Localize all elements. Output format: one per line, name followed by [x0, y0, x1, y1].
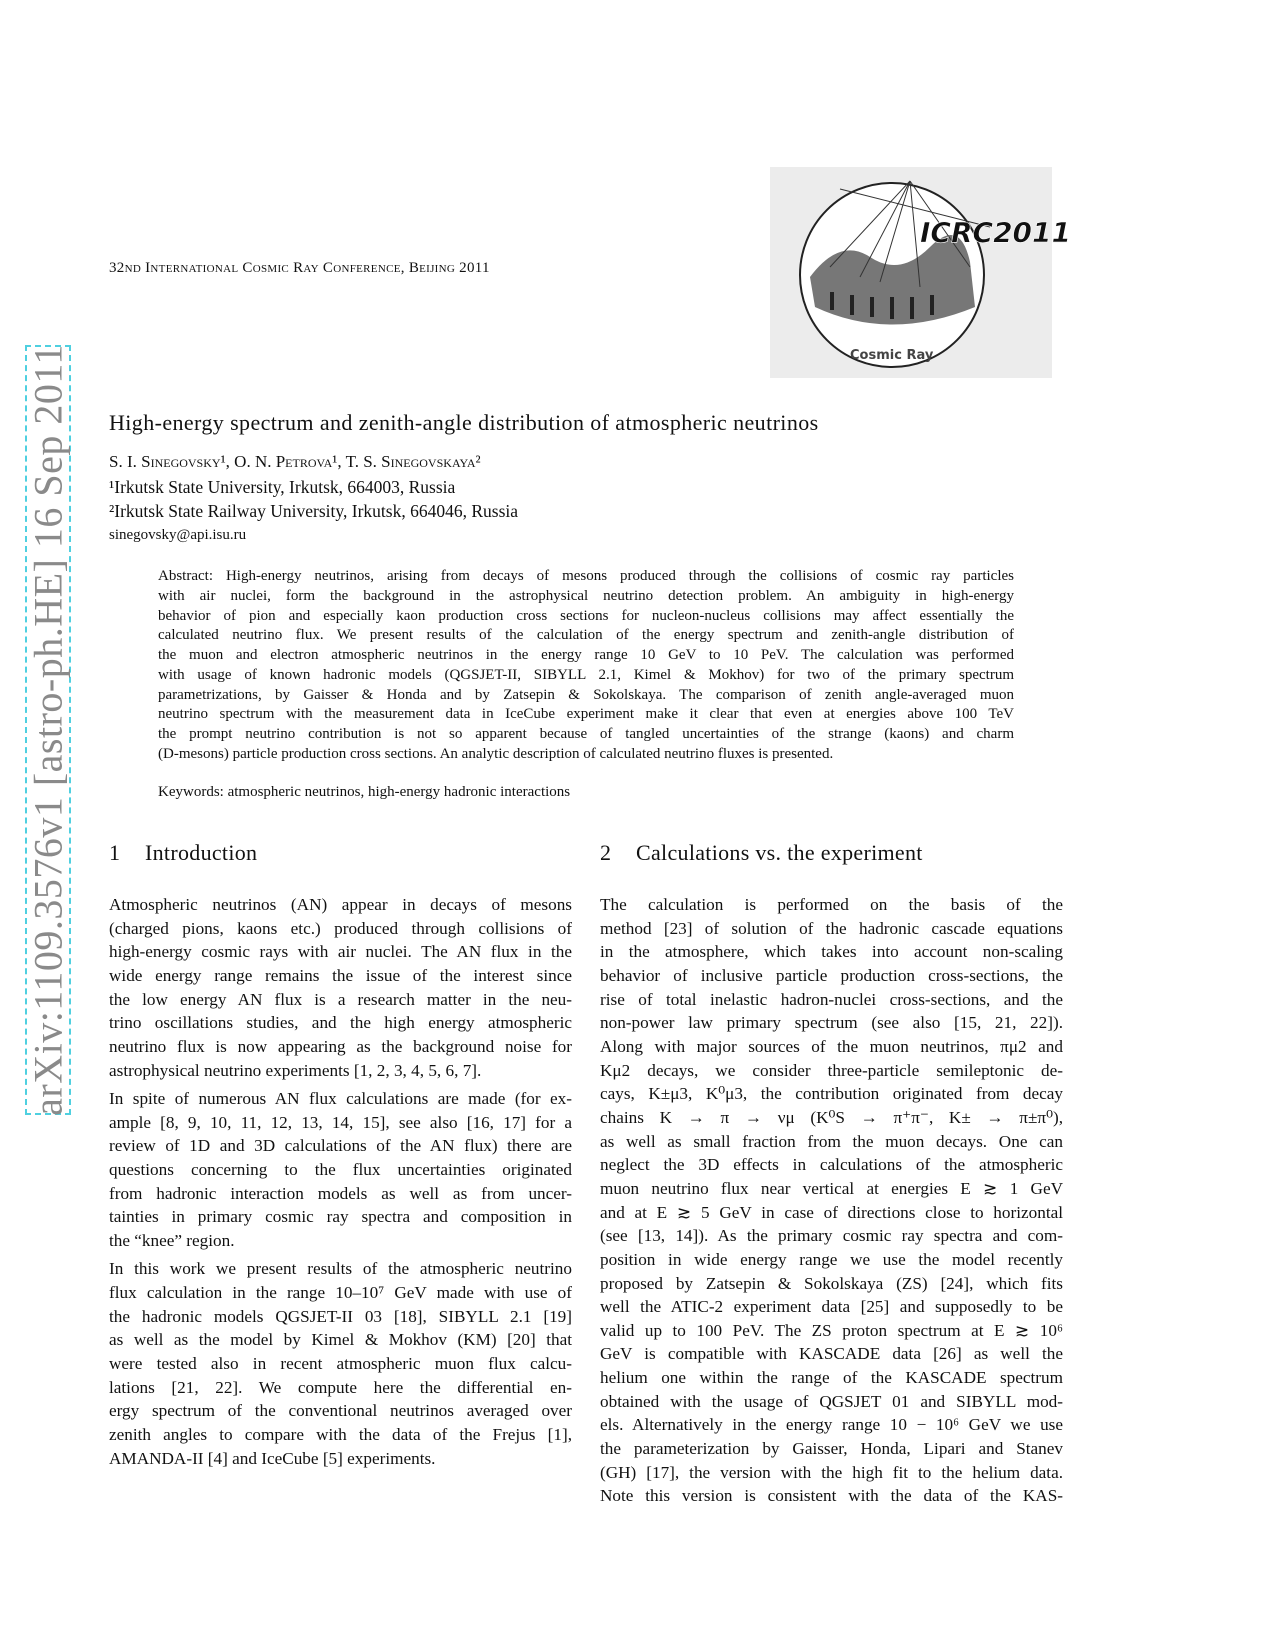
text-line: chains K → π → νμ (K⁰S → π⁺π⁻, K± → π±π⁰),: [600, 1107, 1063, 1127]
text-line: questions concerning to the flux uncertainties originated: [109, 1160, 572, 1180]
text-line: astrophysical neutrino experiments [1, 2, 3, 4, 5, 6, 7].: [109, 1060, 482, 1080]
text-line: with usage of known hadronic models (QGSJET-II, SIBYLL 2.1, Kimel & Mokhov) for two of the primary spectrum: [158, 666, 1014, 683]
authors: S. I. Sinegovsky¹, O. N. Petrova¹, T. S. Sinegovskaya²: [109, 452, 481, 471]
text-line: non-power law primary spectrum (see also [15, 21, 22]).: [600, 1013, 1063, 1033]
text-line: (GH) [17], the version with the high fit to the helium data.: [600, 1462, 1063, 1482]
text-line: helium one within the range of the KASCADE spectrum: [600, 1368, 1063, 1388]
section-title: Calculations vs. the experiment: [636, 840, 923, 865]
text-line: trino oscillations studies, and the high energy atmospheric: [109, 1013, 572, 1033]
section-heading-calculations: [600, 840, 923, 866]
svg-text:Cosmic Ray: Cosmic Ray: [850, 348, 934, 363]
text-line: ergy spectrum of the conventional neutrinos averaged over: [109, 1401, 572, 1421]
text-line: rise of total inelastic hadron-nuclei cross-sections, and the: [600, 989, 1063, 1009]
text-line: flux calculation in the range 10–10⁷ GeV made with use of: [109, 1283, 572, 1303]
text-line: the hadronic models QGSJET-II 03 [18], SIBYLL 2.1 [19]: [109, 1306, 572, 1326]
text-line: Atmospheric neutrinos (AN) appear in decays of mesons: [109, 895, 572, 914]
text-line: the “knee” region.: [109, 1230, 235, 1250]
text-line: proposed by Zatsepin & Sokolskaya (ZS) [24], which fits: [600, 1273, 1063, 1293]
conference-logo: [770, 167, 1072, 378]
text-line: neutrino spectrum with the measurement data in IceCube experiment make it clear that even at energies above 100 TeV: [158, 706, 1014, 723]
text-line: muon neutrino flux near vertical at energies E ≳ 1 GeV: [600, 1178, 1063, 1198]
text-line: Abstract: High-energy neutrinos, arising from decays of mesons produced through the collisions of cosmic ray particles: [158, 568, 1014, 584]
text-line: the muon and electron atmospheric neutrinos in the energy range 10 GeV to 10 PeV. The calculation was performed: [158, 647, 1014, 663]
text-line: the prompt neutrino contribution is not so apparent because of tangled uncertainties of the strange (kaons) and charm: [158, 726, 1014, 742]
text-line: parametrizations, by Gaisser & Honda and by Zatsepin & Sokolskaya. The comparison of zenith angle-averaged muon: [158, 686, 1014, 703]
text-line: Kμ2 decays, we consider three-particle semileptonic de-: [600, 1060, 1063, 1080]
text-line: In this work we present results of the atmospheric neutrino: [109, 1259, 572, 1279]
text-line: els. Alternatively in the energy range 10 − 10⁶ GeV we use: [600, 1415, 1063, 1435]
text-line: in the atmosphere, which takes into account non-scaling: [600, 942, 1063, 962]
arxiv-stamp: [25, 345, 71, 1115]
introduction-body: [109, 893, 572, 1475]
text-line: (D-mesons) particle production cross sections. An analytic description of calculated neutrino fluxes is presented.: [158, 745, 834, 762]
section-title: Introduction: [145, 840, 258, 865]
text-line: position in wide energy range we use the model recently: [600, 1249, 1063, 1269]
arxiv-identifier: arXiv:1109.3576v1 [astro-ph.HE] 16 Sep 2011: [25, 344, 71, 1116]
text-line: behavior of pion and especially kaon production cross sections for nucleon-nucleus collisions may affect essentially the: [158, 607, 1014, 624]
section-heading-introduction: [109, 840, 257, 866]
text-line: valid up to 100 PeV. The ZS proton spectrum at E ≳ 10⁶: [600, 1320, 1063, 1340]
paragraph: [109, 1087, 572, 1253]
text-line: obtained with the usage of QGSJET 01 and SIBYLL mod-: [600, 1391, 1063, 1411]
keywords: Keywords: atmospheric neutrinos, high-energy hadronic interactions: [158, 784, 571, 800]
text-line: review of 1D and 3D calculations of the AN flux) there are: [109, 1136, 572, 1156]
text-line: from hadronic interaction models as well as from uncer-: [109, 1183, 572, 1203]
text-line: neutrino flux is now appearing as the background noise for: [109, 1036, 572, 1056]
affiliation: ¹Irkutsk State University, Irkutsk, 664003, Russia: [109, 477, 456, 497]
text-line: the low energy AN flux is a research matter in the neu-: [109, 989, 572, 1009]
paper-title: High-energy spectrum and zenith-angle distribution of atmospheric neutrinos: [109, 410, 819, 435]
section-number: 1: [109, 840, 121, 865]
text-line: high-energy cosmic rays with air nuclei. The AN flux in the: [109, 942, 572, 962]
text-line: GeV is compatible with KASCADE data [26] as well the: [600, 1344, 1063, 1364]
text-line: and at E ≳ 5 GeV in case of directions close to horizontal: [600, 1202, 1063, 1222]
text-line: calculated neutrino flux. We present results of the calculation of the energy spectrum and zenith-angle distribution of: [158, 627, 1014, 644]
text-line: lations [21, 22]. We compute here the differential en-: [109, 1377, 572, 1397]
text-line: In spite of numerous AN flux calculations are made (for ex-: [109, 1089, 572, 1109]
text-line: zenith angles to compare with the data of the Frejus [1],: [109, 1425, 572, 1445]
text-line: as well as the model by Kimel & Mokhov (KM) [20] that: [109, 1330, 572, 1350]
text-line: AMANDA-II [4] and IceCube [5] experiments.: [109, 1448, 436, 1468]
text-line: as well as small fraction from the muon decays. One can: [600, 1131, 1063, 1151]
text-line: (charged pions, kaons etc.) produced through collisions of: [109, 918, 572, 938]
logo-text: ICRC2011: [920, 216, 1072, 249]
text-line: ample [8, 9, 10, 11, 12, 13, 14, 15], see also [16, 17] for a: [109, 1112, 572, 1132]
paragraph: [109, 1257, 572, 1470]
author-email: sinegovsky@api.isu.ru: [109, 527, 247, 543]
calculations-body: [600, 893, 1063, 1513]
text-line: were tested also in recent atmospheric muon flux calcu-: [109, 1354, 572, 1374]
text-line: The calculation is performed on the basis of the: [600, 895, 1063, 914]
text-line: Along with major sources of the muon neutrinos, πμ2 and: [600, 1036, 1063, 1056]
text-line: neglect the 3D effects in calculations of the atmospheric: [600, 1155, 1063, 1175]
text-line: with air nuclei, form the background in the astrophysical neutrino detection problem. An ambiguity in high-energy: [158, 587, 1014, 604]
paragraph: [109, 893, 572, 1082]
conference-header: 32nd International Cosmic Ray Conference, Beijing 2011: [109, 260, 490, 276]
text-line: Note this version is consistent with the data of the KAS-: [600, 1486, 1063, 1506]
text-line: tainties in primary cosmic ray spectra and composition in: [109, 1207, 572, 1227]
text-line: behavior of inclusive particle production cross-sections, the: [600, 965, 1063, 985]
paragraph: [158, 567, 1014, 765]
text-line: cays, K±μ3, K⁰μ3, the contribution originated from decay: [600, 1084, 1063, 1104]
section-number: 2: [600, 840, 612, 865]
text-line: wide energy range remains the issue of the interest since: [109, 965, 572, 985]
text-line: the parameterization by Gaisser, Honda, Lipari and Stanev: [600, 1439, 1063, 1459]
paragraph: [600, 893, 1063, 1508]
text-line: method [23] of solution of the hadronic cascade equations: [600, 918, 1063, 938]
text-line: well the ATIC-2 experiment data [25] and supposedly to be: [600, 1297, 1063, 1317]
abstract: [158, 567, 1014, 769]
affiliation: ²Irkutsk State Railway University, Irkutsk, 664046, Russia: [109, 501, 519, 521]
text-line: (see [13, 14]). As the primary cosmic ray spectra and com-: [600, 1226, 1063, 1246]
